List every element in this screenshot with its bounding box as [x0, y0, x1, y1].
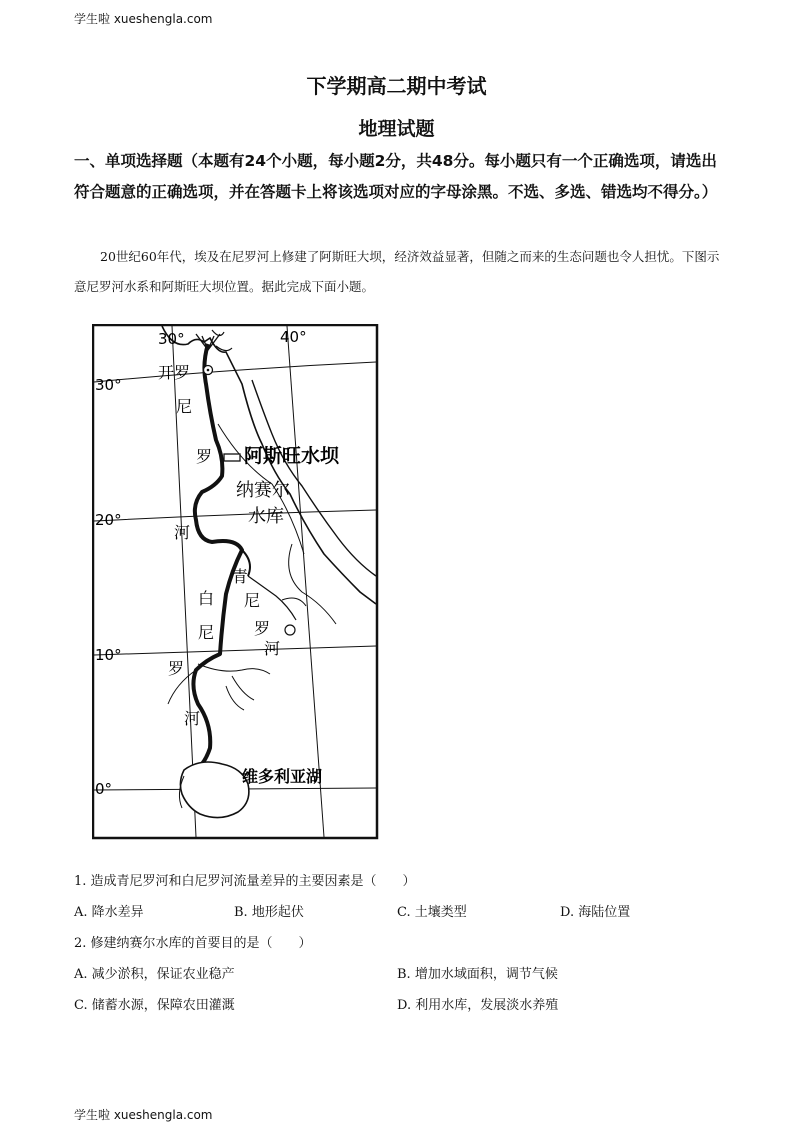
atbara-river — [289, 544, 336, 624]
cairo-dot — [207, 369, 210, 372]
q2-option-c[interactable]: C. 储蓄水源，保障农田灌溉 — [74, 998, 235, 1013]
blue-nile-char-2: 尼 — [244, 591, 261, 610]
white-nile-char-3: 罗 — [168, 659, 185, 678]
header-site: 学生啦 xueshengla.com — [74, 12, 213, 26]
sobat-river — [198, 664, 270, 674]
q1-option-c[interactable]: C. 土壤类型 — [397, 905, 467, 920]
blue-nile-char-4: 河 — [264, 639, 281, 658]
nile-char-2: 罗 — [196, 447, 213, 466]
q2-option-a[interactable]: A. 减少淤积，保证农业稳产 — [74, 967, 235, 982]
question-1-stem: 1. 造成青尼罗河和白尼罗河流量差异的主要因素是（ ） — [74, 874, 416, 889]
aswan-label: 阿斯旺水坝 — [244, 445, 340, 467]
aswan-dam-marker — [224, 454, 240, 461]
q1-option-b[interactable]: B. 地形起伏 — [234, 905, 304, 920]
lat-30-label: 30° — [95, 376, 122, 394]
q1-option-a[interactable]: A. 降水差异 — [74, 905, 144, 920]
intro-paragraph: 20世纪60年代，埃及在尼罗河上修建了阿斯旺大坝，经济效益显著，但随之而来的生态问题也令人担忧。下图示意尼罗河水系和阿斯旺大坝位置。据此完成下面小题。 — [74, 249, 720, 294]
exam-title: 下学期高二期中考试 — [306, 74, 487, 98]
victoria-label: 维多利亚湖 — [242, 767, 323, 786]
latitude-30-line — [94, 362, 376, 382]
q1-option-d[interactable]: D. 海陆位置 — [560, 905, 631, 920]
lat-10-label: 10° — [95, 646, 122, 664]
lat-20-label: 20° — [95, 511, 122, 529]
cairo-label: 开罗 — [158, 363, 191, 382]
lake-tana — [285, 625, 295, 635]
q2-option-d[interactable]: D. 利用水库，发展淡水养殖 — [397, 998, 559, 1013]
lat-0-label: 0° — [95, 780, 113, 798]
lon-40-label: 40° — [280, 328, 307, 346]
nile-char-1: 尼 — [176, 397, 193, 416]
latitude-10-line — [94, 646, 376, 655]
question-2-stem: 2. 修建纳赛尔水库的首要目的是（ ） — [74, 936, 312, 951]
nasser-label-1: 纳赛尔 — [236, 480, 290, 501]
latitude-20-line — [94, 510, 376, 521]
footer-site: 学生啦 xueshengla.com — [74, 1108, 213, 1122]
white-nile-char-2: 尼 — [198, 623, 215, 642]
nasser-label-2: 水库 — [248, 506, 284, 527]
blue-nile-char-3: 罗 — [254, 619, 271, 638]
blue-nile-char-1: 青 — [232, 567, 249, 586]
nile-map — [92, 324, 382, 844]
section-heading: 一、单项选择题（本题有24个小题，每小题2分，共48分。每小题只有一个正确选项，请选出符合题意的正确选项，并在答题卡上将该选项对应的字母涂黑。不选、多选、错选均不得分。） — [74, 152, 718, 201]
white-nile-char-4: 河 — [184, 709, 201, 728]
tributary-a — [232, 676, 254, 700]
lon-30-label: 30° — [158, 330, 185, 348]
red-sea-east-coast — [252, 380, 376, 576]
longitude-40-line — [287, 326, 324, 837]
nile-char-3: 河 — [174, 523, 191, 542]
q2-option-b[interactable]: B. 增加水域面积，调节气候 — [397, 967, 558, 982]
lake-victoria — [180, 762, 248, 818]
white-nile-char-1: 白 — [198, 589, 215, 608]
exam-subtitle: 地理试题 — [358, 118, 435, 140]
